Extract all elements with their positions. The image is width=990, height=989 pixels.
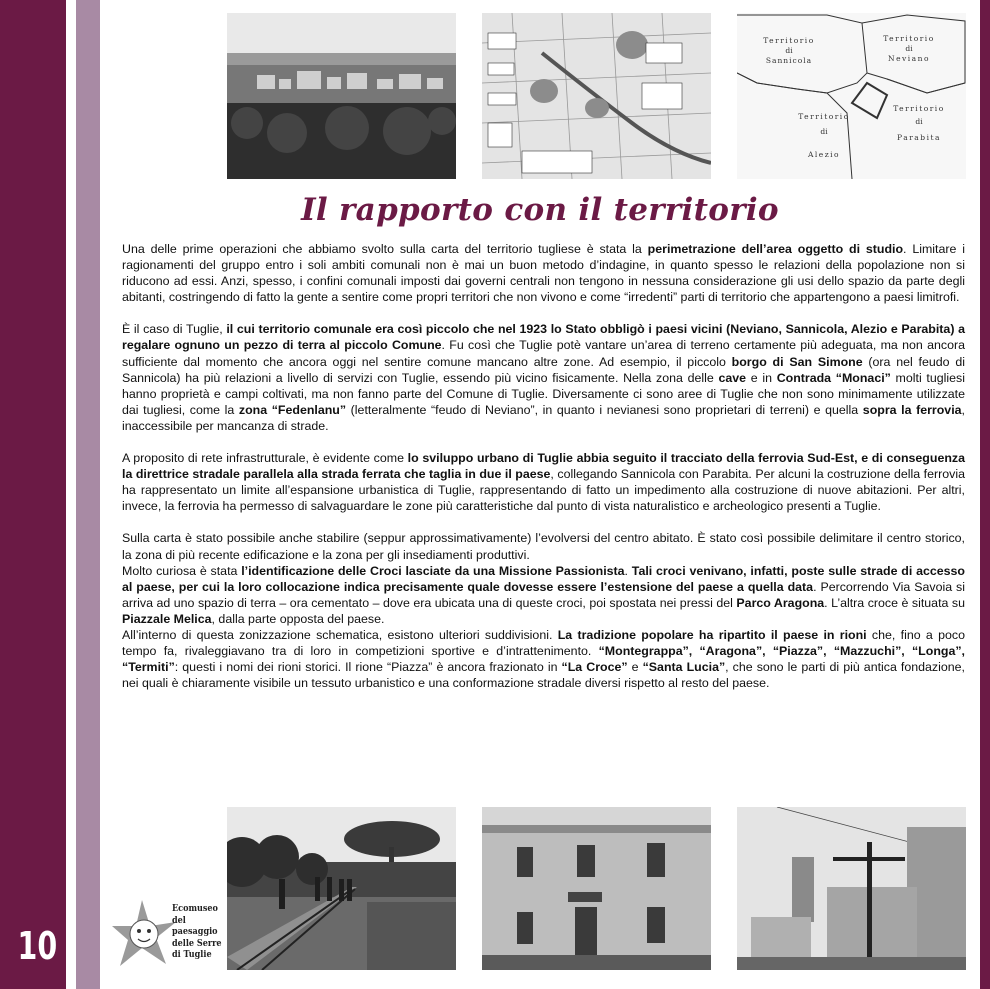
map-label-neviano-1: Territorio — [883, 34, 935, 43]
map-label-sannicola-2: di — [785, 46, 793, 55]
right-border-band — [980, 0, 990, 989]
left-sidebar-light-band — [76, 0, 100, 989]
map-label-sannicola-3: Sannicola — [765, 56, 813, 65]
photo-town-map — [482, 13, 711, 179]
map-label-sannicola-1: Territorio — [763, 36, 815, 45]
svg-text:Alezio: Alezio — [807, 150, 841, 159]
left-sidebar-band — [0, 0, 66, 989]
svg-text:Territorio: Territorio — [893, 104, 945, 113]
svg-text:Parabita: Parabita — [897, 133, 941, 142]
map-municipal-territories — [737, 13, 966, 179]
ecomuseo-logo-text: Ecomuseo del paesaggio delle Serre di Tuglie — [172, 903, 222, 960]
svg-text:Territorio: Territorio — [798, 112, 850, 121]
photo-cross-by-houses — [737, 807, 966, 970]
photo-station-building — [482, 807, 711, 970]
paragraph-2: È il caso di Tuglie, il cui territorio comunale era così piccolo che nel 1923 lo Stato obbligò i paesi vicini (Neviano, Sannicola, Alezio e Parabita) a regalare ognuno un pezzo di terra al piccolo Comune. Fu così che Tuglie potè vantare un’area di terreno certamente più adeguata, ma non ancora sufficiente dal momento che ancora oggi nel sentire comune mancano altre zone. Ad esempio, il piccolo borgo di San Simone (ora nel feudo di Sannicola) ha più relazioni a livello di servizi con Tuglie, essendo più vicino fisicamente. Nella zona delle cave e in Contrada “Monaci” molti tugliesi hanno proprietà e campi coltivati, ma non fanno parte del Comune di Tuglie. Diversamente ci sono aree di Tuglie che non sono minimamente utilizzate dai tugliesi, come la zona “Fedenlanu” (letteralmente “feudo di Neviano”, in quanto i nevianesi sono proprietari di terreni) e quella sopra la ferrovia, inaccessibile per mancanza di strade. — [122, 322, 965, 433]
page-title: Il rapporto con il territorio — [301, 192, 779, 228]
svg-text:di: di — [915, 117, 923, 126]
paragraph-6: All’interno di questa zonizzazione schematica, esistono ulteriori suddivisioni. La tradizione popolare ha ripartito il paese in rioni che, fino a poco tempo fa, rivaleggiavano tra di loro in competizioni sportive e d’intrattenimento. “Montegrappa”, “Aragona”, “Piazza”, “Mazzuchi”, “Longa”, “Termiti”: questi i nomi dei rioni storici. Il rione “Piazza” è ancora frazionato in “La Croce” e “Santa Lucia”, che sono le parti di più antica fondazione, nei quali è chiaramente visibile un tessuto urbanistico e una conformazione stradale diversi rispetto al resto del paese. — [122, 627, 965, 691]
page-number: 10 — [17, 924, 58, 968]
body-text — [122, 241, 965, 691]
svg-text:di: di — [905, 44, 913, 53]
paragraph-1: Una delle prime operazioni che abbiamo svolto sulla carta del territorio tugliese è stata la perimetrazione dell’area oggetto di studio. Limitare i ragionamenti del gruppo entro i soli ambiti comunali non è mai un buon metodo d’indagine, in quanto spesso le relazioni della popolazione non si riducono ad essi. Anzi, spesso, i confini comunali imposti dai governi centrali non tengono in nessuna considerazione gli usi dello spazio da parte degli abitanti, costringendo di fatto la gente a sentire come propri territori che non vivono e come “irredenti” parti di territorio che appartengono a paesi limitrofi. — [122, 242, 965, 305]
photo-town-panorama — [227, 13, 456, 179]
paragraph-3: A proposito di rete infrastrutturale, è evidente come lo sviluppo urbano di Tuglie abbia seguito il tracciato della ferrovia Sud-Est, e di conseguenza la direttrice stradale parallela alla strada ferrata che taglia in due il paese, collegando Sannicola con Parabita. Per alcuni la costruzione della ferrovia ha rappresentato un limite all’espansione urbanistica di Tuglie, rappresentando di fatto un impedimento alla costruzione di nuove abitazioni. Per altri, invece, la ferrovia ha permesso di salvaguardare le zone più caratteristiche dal punto di vista naturalistico e archeologico presenti a Tuglie. — [122, 451, 965, 514]
paragraph-4: Sulla carta è stato possibile anche stabilire (seppur approssimativamente) l’evolversi del centro abitato. È stato così possibile delimitare il centro storico, la zona di più recente edificazione e la zona per gli insediamenti produttivi. — [122, 531, 965, 562]
svg-text:Neviano: Neviano — [888, 54, 930, 63]
sidebar-gap — [66, 0, 76, 989]
paragraph-5: Molto curiosa è stata l’identificazione delle Croci lasciate da una Missione Passionista. Tali croci venivano, infatti, poste sulle strade di accesso al paese, per cui la loro collocazione indica precisamente quale dovesse essere l’estensione del paese a quella data. Percorrendo Via Savoia si arriva ad uno spazio di terra – ora cementato – dove era ubicata una di queste croci, poi spostata nei pressi del Parco Aragona. L’altra croce è situata su Piazzale Melica, dalla parte opposta del paese. — [122, 563, 965, 626]
svg-text:di: di — [820, 127, 828, 136]
photo-railway-track — [227, 807, 456, 970]
